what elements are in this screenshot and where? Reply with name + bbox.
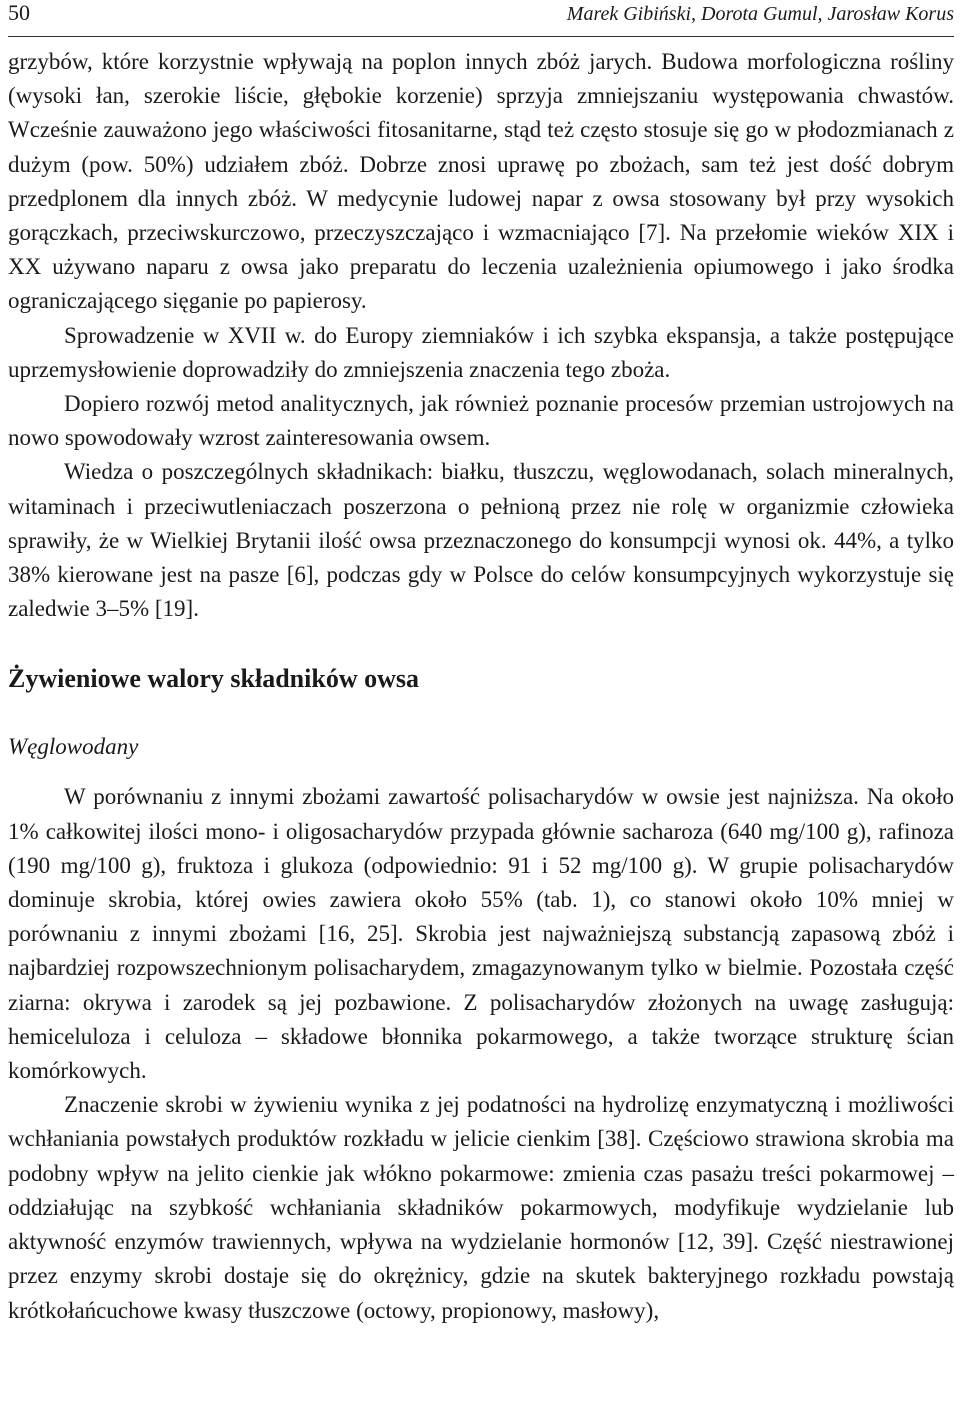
paragraph: grzybów, które korzystnie wpływają na poplon innych zbóż jarych. Budowa morfologiczna rośliny (wysoki łan, szerokie liście, głębokie korzenie) sprzyja zmniejszaniu występowania chwastów. Wcześnie zauważono jego właściwości fitosanitarne, stąd też często stosuje się go w płodozmianach z dużym (pow. 50%) udziałem zbóż. Dobrze znosi uprawę po zbożach, sam też jest dość dobrym przedplonem dla innych zbóż. W medycynie ludowej napar z owsa stosowany był przy wysokich gorączkach, przeciwskurczowo, przeczyszczająco i wzmacniająco [7]. Na przełomie wieków XIX i XX używano naparu z owsa jako preparatu do leczenia uzależnienia opiumowego i jako środka ograniczającego sięganie po papierosy.	[8, 49, 954, 314]
paragraph: Dopiero rozwój metod analitycznych, jak również poznanie procesów przemian ustrojowych na nowo spowodowały wzrost zainteresowania owsem.	[8, 391, 954, 451]
paragraph: Wiedza o poszczególnych składnikach: białku, tłuszczu, węglowodanach, solach mineralnych, witaminach i przeciwutleniaczach poszerzona o pełnioną przez nie rolę w organizmie człowieka sprawiły, że w Wielkiej Brytanii ilość owsa przeznaczonego do konsumpcji wynosi ok. 44%, a tylko 38% kierowane jest na pasze [6], podczas gdy w Polsce do celów konsumpcyjnych wykorzystuje się zaledwie 3–5% [19].	[8, 459, 954, 622]
article-body	[8, 45, 954, 1328]
running-header	[8, 0, 954, 37]
section-heading: Żywieniowe walory składników owsa	[8, 664, 419, 694]
page	[8, 0, 954, 1328]
paragraph: Sprowadzenie w XVII w. do Europy ziemniaków i ich szybka ekspansja, a także postępujące uprzemysłowienie doprowadziły do zmniejszenia znaczenia tego zboża.	[8, 322, 954, 382]
page-number: 50	[8, 0, 30, 25]
subsection-heading: Węglowodany	[8, 734, 139, 760]
paragraph: W porównaniu z innymi zbożami zawartość polisacharydów w owsie jest najniższa. Na około 1% całkowitej ilości mono- i oligosacharydów przypada głównie sacharoza (640 mg/100 g), rafinoza (190 mg/100 g), fruktoza i glukoza (odpowiednio: 91 i 52 mg/100 g). W grupie polisacharydów dominuje skrobia, której owies zawiera około 55% (tab. 1), co stanowi około 10% mniej w porównaniu z innymi zbożami [16, 25]. Skrobia jest najważniejszą substancją zapasową zbóż i najbardziej rozpowszechnionym polisacharydem, zmagazynowanym tylko w bielmie. Pozostała część ziarna: okrywa i zarodek są jej pozbawione. Z polisacharydów złożonych na uwagę zasługują: hemiceluloza i celuloza – składowe błonnika pokarmowego, a także tworzące strukturę ścian komórkowych.	[8, 784, 954, 1084]
paragraph: Znaczenie skrobi w żywieniu wynika z jej podatności na hydrolizę enzymatyczną i możliwości wchłaniania powstałych produktów rozkładu w jelicie cienkim [38]. Częściowo strawiona skrobia ma podobny wpływ na jelito cienkie jak włókno pokarmowe: zmienia czas pasażu treści pokarmowej – oddziałując na szybkość wchłaniania składników pokarmowych, modyfikuje wydzielanie lub aktywność enzymów trawiennych, wpływa na wydzielanie hormonów [12, 39]. Część niestrawionej przez enzymy skrobi dostaje się do okrężnicy, gdzie na skutek bakteryjnego rozkładu powstają krótkołańcuchowe kwasy tłuszczowe (octowy, propionowy, masłowy),	[8, 1092, 954, 1323]
running-head-authors: Marek Gibiński, Dorota Gumul, Jarosław Korus	[566, 3, 954, 25]
